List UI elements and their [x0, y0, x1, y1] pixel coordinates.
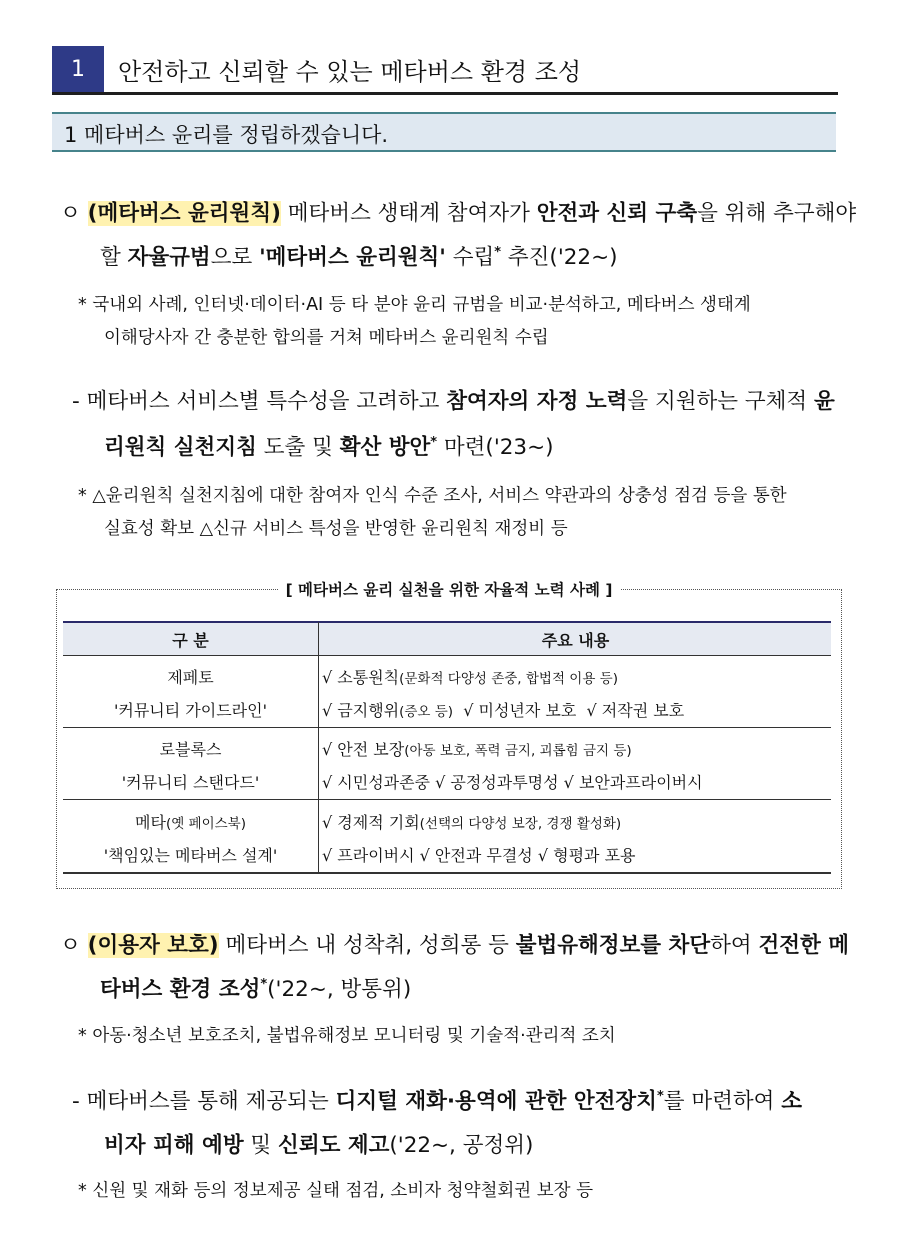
text: ('22~, 방통위) — [267, 977, 412, 1002]
footnote-star: * — [656, 1088, 664, 1104]
bold-text: 자율규범 — [127, 245, 211, 270]
table-caption-text: [ 메타버스 윤리 실천을 위한 자율적 노력 사례 ] — [278, 581, 621, 599]
bold-text: 디지털 재화·용역에 관한 안전장치 — [335, 1089, 657, 1114]
small-text: (선택의 다양성 보장, 경쟁 활성화) — [419, 816, 622, 832]
block3-line2 — [100, 972, 411, 1003]
block1-tag: (메타버스 윤리원칙) — [87, 201, 281, 226]
table-row-content1 — [322, 810, 621, 833]
text: 으로 — [210, 245, 260, 270]
table-row-sub: '커뮤니티 가이드라인' — [114, 701, 267, 720]
table-bottom-rule — [63, 872, 831, 874]
table-row-rule — [63, 799, 831, 800]
text: √ 소통원칙 — [322, 668, 400, 687]
block1-note2: 이해당사자 간 충분한 합의를 거쳐 메타버스 윤리원칙 수립 — [104, 328, 549, 348]
text: 추진('22~) — [501, 245, 618, 270]
bold-text: 건전한 메 — [758, 933, 850, 958]
table-top-rule — [63, 621, 831, 623]
text: √ 미성년자 보호 √ 저작권 보호 — [453, 701, 685, 720]
footnote-star: * — [494, 244, 502, 260]
bold-text: 확산 방안 — [339, 435, 431, 460]
text: 을 지원하는 구체적 — [627, 389, 815, 414]
block1-line2 — [100, 240, 618, 271]
block1-line1 — [60, 196, 856, 227]
block1-note1: * 국내외 사례, 인터넷·데이터·AI 등 타 분야 윤리 규범을 비교·분석하고, 메타버스 생태계 — [78, 295, 751, 315]
text: 을 위해 추구해야 — [697, 201, 857, 226]
text: 메타 — [135, 813, 166, 832]
section-title: 안전하고 신뢰할 수 있는 메타버스 환경 조성 — [118, 58, 582, 86]
table-row-rule — [63, 727, 831, 728]
section-number: 1 — [52, 46, 104, 92]
table-header-category: 구 분 — [172, 631, 209, 650]
text: ('22~, 공정위) — [389, 1133, 534, 1158]
text: 및 — [243, 1133, 279, 1158]
text: - 메타버스를 통해 제공되는 — [72, 1089, 336, 1114]
table-row-content2: √ 시민성과존중 √ 공정성과투명성 √ 보안과프라이버시 — [322, 773, 703, 792]
bold-text: 비자 피해 예방 — [104, 1133, 244, 1158]
small-text: (문화적 다양성 존중, 합법적 이용 등) — [399, 671, 618, 687]
block4-line1 — [72, 1084, 802, 1115]
subheading-title: 1 메타버스 윤리를 정립하겠습니다. — [64, 123, 389, 147]
text: 하여 — [710, 933, 759, 958]
block2-line2 — [104, 430, 554, 461]
footnote-star: * — [430, 434, 438, 450]
text: √ 안전 보장 — [322, 740, 405, 759]
text: √ 경제적 기회 — [322, 813, 420, 832]
block4-note1: * 신원 및 재화 등의 정보제공 실태 점검, 소비자 청약철회권 보장 등 — [78, 1181, 594, 1201]
text: - 메타버스 서비스별 특수성을 고려하고 — [72, 389, 447, 414]
text: √ 금지행위 — [322, 701, 400, 720]
table-row-name: 로블록스 — [159, 740, 222, 759]
text: 메타버스 내 성착취, 성희롱 등 — [218, 933, 516, 958]
table-row-name: 제페토 — [167, 668, 214, 687]
table-header-rule — [63, 655, 831, 656]
table-row-content1 — [322, 665, 618, 688]
small-text: (증오 등) — [399, 704, 454, 720]
table-caption — [56, 578, 842, 600]
table-header-content: 주요 내용 — [541, 631, 610, 650]
bold-text: 리원칙 실천지침 — [104, 435, 257, 460]
small-text: (옛 페이스북) — [165, 816, 246, 832]
footnote-star: * — [260, 976, 268, 992]
small-text: (아동 보호, 폭력 금지, 괴롭힘 금지 등) — [404, 743, 632, 759]
bullet-circle: ㅇ — [60, 201, 81, 226]
bold-text: 타버스 환경 조성 — [100, 977, 261, 1002]
text: 할 — [100, 245, 128, 270]
table-row-content2: √ 프라이버시 √ 안전과 무결성 √ 형평과 포용 — [322, 846, 636, 865]
text: 마련('23~) — [437, 435, 554, 460]
text: 를 마련하여 — [663, 1089, 782, 1114]
table-row-sub: '커뮤니티 스탠다드' — [121, 773, 260, 792]
bold-text: 참여자의 자정 노력 — [446, 389, 628, 414]
bold-text: 윤 — [814, 389, 835, 414]
table-row-content1 — [322, 737, 632, 760]
bold-text: 소 — [781, 1089, 803, 1114]
bold-text: '메타버스 윤리원칙' — [259, 245, 446, 270]
text: 메타버스 생태계 참여자가 — [280, 201, 537, 226]
table-row-sub: '책임있는 메타버스 설계' — [103, 846, 278, 865]
text: 도출 및 — [256, 435, 340, 460]
bold-text: 신뢰도 제고 — [278, 1133, 390, 1158]
block2-note2: 실효성 확보 △신규 서비스 특성을 반영한 윤리원칙 재정비 등 — [104, 519, 568, 539]
block4-line2 — [104, 1128, 533, 1159]
table-row-name — [63, 810, 318, 833]
bullet-circle: ㅇ — [60, 933, 81, 958]
table-row-content2 — [322, 698, 684, 721]
section-rule — [52, 92, 838, 95]
block3-tag: (이용자 보호) — [87, 933, 219, 958]
bold-text: 안전과 신뢰 구축 — [536, 201, 698, 226]
block2-line1 — [72, 384, 835, 415]
table-column-rule — [318, 622, 319, 872]
block3-line1 — [60, 928, 849, 959]
bold-text: 불법유해정보를 차단 — [515, 933, 711, 958]
block2-note1: * △윤리원칙 실천지침에 대한 참여자 인식 수준 조사, 서비스 약관과의 상충성 점검 등을 통한 — [78, 486, 787, 506]
block3-note1: * 아동·청소년 보호조치, 불법유해정보 모니터링 및 기술적·관리적 조치 — [78, 1026, 616, 1046]
text: 수립 — [445, 245, 495, 270]
